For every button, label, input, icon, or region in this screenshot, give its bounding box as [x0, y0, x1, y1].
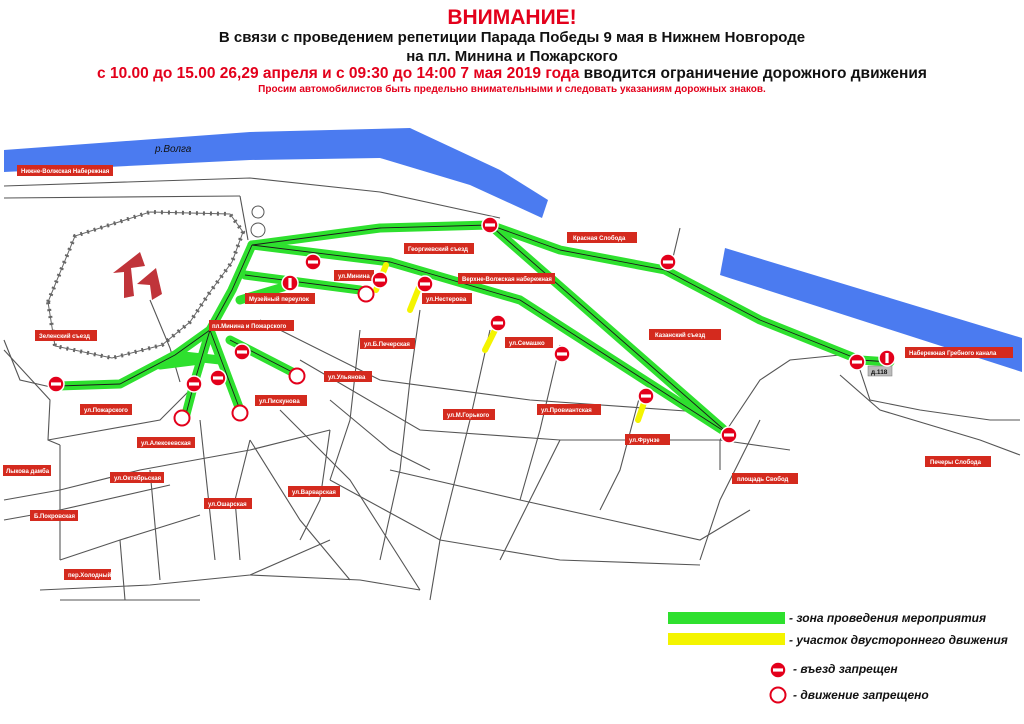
svg-text:пер.Холодный: пер.Холодный	[68, 573, 112, 579]
svg-text:Набережная Гребного канала: Набережная Гребного канала	[909, 351, 997, 357]
no-traffic-sign	[175, 411, 190, 426]
no-entry-sign	[210, 370, 226, 386]
label-piskunova	[255, 395, 307, 406]
legend-two-way-text: - участок двустороннего движения	[789, 633, 1008, 647]
header-restriction: вводится ограничение дорожного движения	[579, 65, 927, 82]
label-osharskaya	[204, 498, 252, 509]
label-ulyanova	[324, 371, 372, 382]
no-entry-sign	[660, 254, 676, 270]
svg-text:ул.Минина: ул.Минина	[338, 274, 370, 280]
no-entry-sign	[417, 276, 433, 292]
no-entry-sign	[721, 427, 737, 443]
svg-text:ул.Б.Печерская: ул.Б.Печерская	[364, 342, 410, 348]
svg-text:Музейный переулок: Музейный переулок	[249, 297, 309, 303]
svg-text:Казанский съезд: Казанский съезд	[655, 333, 706, 339]
legend-no-entry-icon	[770, 662, 786, 678]
legend-zone-swatch	[668, 612, 785, 624]
label-naberezhnaya-grebnogo	[905, 347, 1013, 358]
label-per-kholodny	[64, 569, 112, 580]
svg-text:ул.Фрунзе: ул.Фрунзе	[629, 438, 660, 444]
legend-symbols	[668, 612, 786, 703]
no-entry-sign	[282, 275, 298, 291]
label-muzeyny	[245, 293, 315, 304]
header-title: ВНИМАНИЕ!	[447, 6, 577, 29]
legend-zone-text: - зона проведения мероприятия	[789, 611, 987, 625]
no-entry-sign	[482, 217, 498, 233]
label-frunze	[625, 434, 670, 445]
legend-two-way-swatch	[668, 633, 785, 645]
label-b-pecherskaya	[360, 338, 415, 349]
no-traffic-sign	[359, 287, 374, 302]
label-georgievsky	[404, 243, 474, 254]
label-oktyabrskaya	[110, 472, 164, 483]
label-nizhne-volzhskaya	[17, 165, 113, 176]
svg-text:ул.Октябрьская: ул.Октябрьская	[114, 476, 162, 482]
label-verkhne-volzhskaya	[458, 273, 555, 284]
no-entry-sign	[849, 354, 865, 370]
no-entry-sign	[234, 344, 250, 360]
svg-text:ул.Семашко: ул.Семашко	[509, 341, 545, 347]
svg-text:Нижне-Волжская Набережная: Нижне-Волжская Набережная	[21, 169, 110, 175]
label-kazansky	[649, 329, 721, 340]
svg-text:ул.Ульянова: ул.Ульянова	[328, 375, 366, 381]
label-d-118	[868, 366, 892, 376]
svg-text:пл.Минина и Пожарского: пл.Минина и Пожарского	[212, 324, 287, 330]
header-line-4: Просим автомобилистов быть предельно внимательными и следовать указаниям дорожных знаков.	[258, 84, 766, 95]
label-varvarskaya	[288, 486, 340, 497]
no-entry-sign	[554, 346, 570, 362]
no-entry-sign	[48, 376, 64, 392]
label-krasnaya-sloboda	[567, 232, 637, 243]
label-pozharskogo	[80, 404, 132, 415]
svg-text:ул.Алексеевская: ул.Алексеевская	[141, 441, 191, 447]
volga-river-label: р.Волга	[155, 144, 192, 155]
kremlin-ring-tower	[251, 206, 265, 237]
no-entry-sign	[490, 315, 506, 331]
svg-text:Красная Слобода: Красная Слобода	[573, 236, 626, 242]
no-entry-sign	[879, 350, 895, 366]
svg-text:д.118: д.118	[871, 369, 888, 376]
svg-text:ул.М.Горького: ул.М.Горького	[447, 413, 490, 419]
svg-text:Георгиевский съезд: Георгиевский съезд	[408, 247, 468, 253]
label-minina	[334, 270, 374, 281]
svg-text:ул.Нестерова: ул.Нестерова	[426, 297, 467, 303]
svg-text:площадь Свобод: площадь Свобод	[737, 477, 789, 483]
svg-text:Зеленский съезд: Зеленский съезд	[39, 334, 90, 340]
no-entry-sign	[372, 272, 388, 288]
svg-text:Печеры Слобода: Печеры Слобода	[930, 460, 981, 466]
label-lykova-damba	[3, 465, 51, 476]
label-provianskaya	[537, 404, 601, 415]
svg-text:ул.Варварская: ул.Варварская	[292, 490, 336, 496]
label-alekseevskaya	[137, 437, 195, 448]
label-zelensky	[35, 330, 97, 341]
kremlin-logo	[113, 252, 162, 300]
svg-text:ул.Пискунова: ул.Пискунова	[259, 399, 300, 405]
svg-text:Лыкова дамба: Лыкова дамба	[6, 469, 50, 475]
label-b-pokrovskaya	[30, 510, 78, 521]
no-entry-sign	[305, 254, 321, 270]
label-m-gorkogo	[443, 409, 495, 420]
svg-text:ул.Ошарская: ул.Ошарская	[208, 502, 247, 508]
svg-text:Верхне-Волжская набережная: Верхне-Волжская набережная	[462, 277, 552, 283]
legend-no-traffic-icon	[771, 688, 786, 703]
svg-text:ул.Пожарского: ул.Пожарского	[84, 408, 128, 414]
no-traffic-sign	[290, 369, 305, 384]
label-pl-minina	[209, 320, 294, 331]
no-entry-sign	[638, 388, 654, 404]
no-entry-sign	[186, 376, 202, 392]
label-ploshchad-svobody	[732, 473, 798, 484]
header-line-2: на пл. Минина и Пожарского	[406, 48, 618, 65]
legend-no-entry-text: - въезд запрещен	[793, 662, 898, 676]
svg-text:Б.Покровская: Б.Покровская	[34, 514, 76, 520]
label-semashko	[505, 337, 553, 348]
header-line-1: В связи с проведением репетиции Парада Победы 9 мая в Нижнем Новгороде	[218, 29, 806, 46]
svg-text:ул.Провиантская: ул.Провиантская	[541, 408, 592, 414]
label-pechery-sloboda	[925, 456, 991, 467]
header-dates: с 10.00 до 15.00 26,29 апреля и с 09:30 до 14:00 7 мая 2019 года	[97, 65, 580, 82]
no-traffic-sign	[233, 406, 248, 421]
label-nesterova	[422, 293, 472, 304]
legend-no-traffic-text: - движение запрещено	[793, 688, 929, 702]
